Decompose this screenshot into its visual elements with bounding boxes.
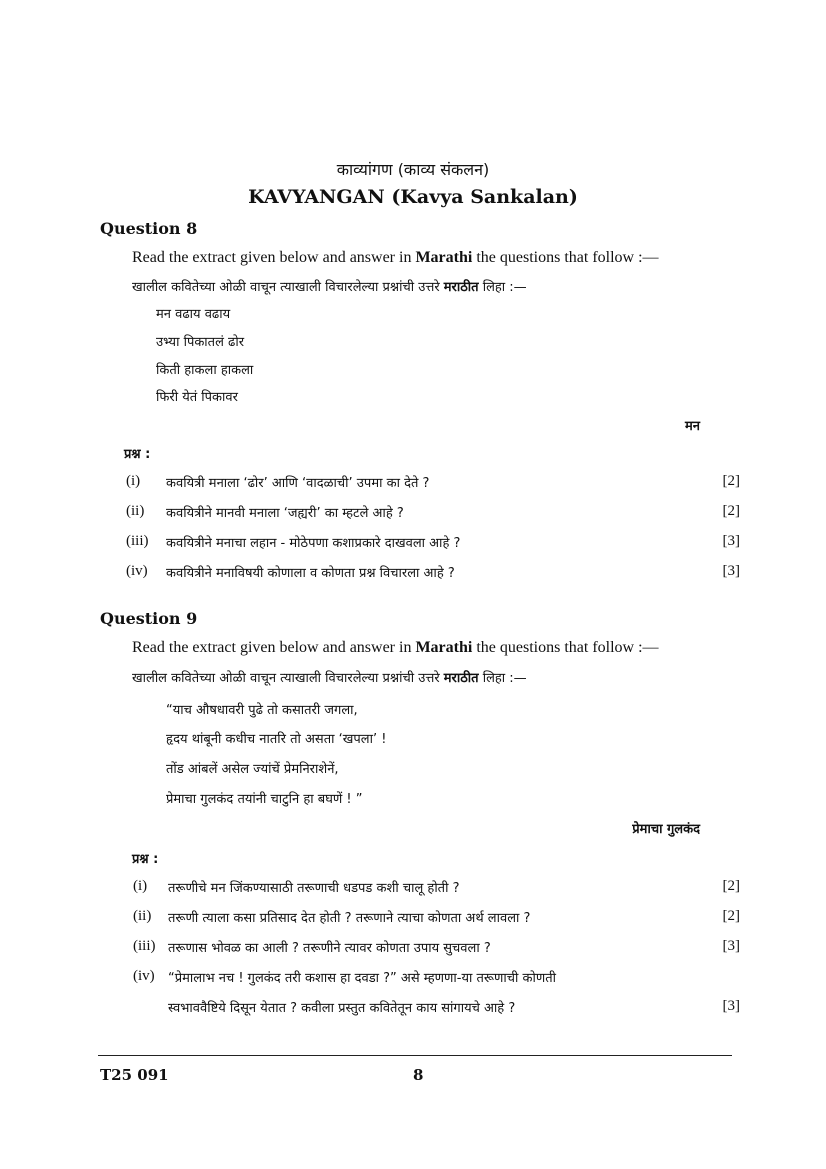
q9-poem-line: तोंड आंबलें असेल ज्यांचें प्रेमनिराशेनें,: [166, 762, 339, 777]
q8-question-text: कवयित्रीने मनाचा लहान - मोठेपणा कशाप्रकारे दाखवला आहे ?: [166, 536, 461, 551]
q9-instr-mr-pre: खालील कवितेच्या ओळी वाचून त्याखाली विचारलेल्या प्रश्नांची उत्तरे: [132, 671, 444, 686]
q9-question-marks: [3]: [722, 998, 740, 1014]
q8-instr-mr-post: लिहा :—: [478, 280, 527, 295]
q9-instr-mr-bold: मराठीत: [443, 671, 479, 686]
q9-question-text: तरूणास भोवळ का आली ? तरूणीने त्यावर कोणता उपाय सुचवला ?: [168, 941, 491, 956]
q8-instr-mr-bold: मराठीत: [443, 280, 479, 295]
q9-instruction-english: [132, 639, 659, 657]
q9-poem-line: प्रेमाचा गुलकंद तयांनी चाटुनि हा बघणें ! ”: [166, 792, 363, 807]
q8-question-text: कवयित्रीने मानवी मनाला ‘जह्यरी’ का म्हटले आहे ?: [166, 506, 404, 521]
q8-poem-line: उभ्या पिकातलं ढोर: [156, 335, 245, 350]
q8-instr-en-post: the questions that follow :—: [472, 249, 659, 266]
q8-question-marks: [2]: [722, 503, 740, 519]
q8-question-marks: [3]: [722, 533, 740, 549]
q8-instr-en-bold: Marathi: [415, 249, 473, 266]
q8-question-marks: [3]: [722, 563, 740, 579]
paper-code: T25 091: [100, 1066, 169, 1084]
q9-instr-en-bold: Marathi: [415, 639, 473, 656]
q9-poem-line: हृदय थांबूनी कधीच नातरि तो असता ‘खपला’ !: [166, 732, 387, 747]
page-number: 8: [413, 1066, 424, 1084]
section-title-english: KAVYANGAN (Kavya Sankalan): [248, 186, 578, 208]
q9-question-text: तरूणी त्याला कसा प्रतिसाद देत होती ? तरूणाने त्याचा कोणता अर्थ लावला ?: [168, 911, 531, 926]
q9-question-marks: [2]: [722, 878, 740, 894]
q9-question-text-continued: स्वभाववैष्टिये दिसून येतात ? कवीला प्रस्तुत कवितेतून काय सांगायचे आहे ?: [168, 1001, 516, 1016]
q9-question-number: (ii): [133, 908, 152, 924]
q8-instruction-marathi: [132, 277, 527, 295]
footer-divider: [98, 1055, 732, 1056]
q8-poem-line: फिरी येतं पिकावर: [156, 390, 238, 405]
q8-question-text: कवयित्रीने मनाविषयी कोणाला व कोणता प्रश्न विचारला आहे ?: [166, 566, 455, 581]
question-8-heading: Question 8: [100, 219, 198, 238]
q9-question-marks: [3]: [722, 938, 740, 954]
q8-question-text: कवयित्री मनाला ‘ढोर’ आणि ‘वादळाची’ उपमा का देते ?: [166, 476, 430, 491]
q8-prashna-label: प्रश्न :: [124, 447, 151, 462]
q9-question-number: (iii): [133, 938, 156, 954]
q8-question-marks: [2]: [722, 473, 740, 489]
question-9-heading: Question 9: [100, 609, 198, 628]
q9-instruction-marathi: [132, 668, 527, 686]
q8-question-number: (iii): [126, 533, 149, 549]
q8-question-number: (iv): [126, 563, 148, 579]
q9-question-number: (iv): [133, 968, 155, 984]
q9-question-number: (i): [133, 878, 148, 894]
q8-poem-attribution: मन: [685, 419, 700, 434]
q8-question-number: (i): [126, 473, 141, 489]
q9-poem-attribution: प्रेमाचा गुलकंद: [632, 822, 700, 837]
section-title-marathi: काव्यांगण (काव्य संकलन): [336, 160, 490, 179]
q9-poem-line: “याच औषधावरी पुढे तो कसातरी जगला,: [166, 703, 358, 718]
q8-question-number: (ii): [126, 503, 145, 519]
q8-poem-line: किती हाकला हाकला: [156, 363, 254, 378]
q9-question-marks: [2]: [722, 908, 740, 924]
q8-instr-mr-pre: खालील कवितेच्या ओळी वाचून त्याखाली विचारलेल्या प्रश्नांची उत्तरे: [132, 280, 444, 295]
q8-poem-line: मन वढाय वढाय: [156, 307, 231, 322]
q9-instr-en-pre: Read the extract given below and answer in: [132, 639, 416, 656]
q8-instr-en-pre: Read the extract given below and answer in: [132, 249, 416, 266]
q9-question-text: “प्रेमालाभ नच ! गुलकंद तरी कशास हा दवडा ?” असे म्हणणा-या तरूणाची कोणती: [168, 971, 557, 986]
q9-instr-mr-post: लिहा :—: [478, 671, 527, 686]
q8-instruction-english: [132, 249, 659, 267]
q9-instr-en-post: the questions that follow :—: [472, 639, 659, 656]
q9-question-text: तरूणीचे मन जिंकण्यासाठी तरूणाची धडपड कशी चालू होती ?: [168, 881, 460, 896]
q9-prashna-label: प्रश्न :: [132, 852, 159, 867]
